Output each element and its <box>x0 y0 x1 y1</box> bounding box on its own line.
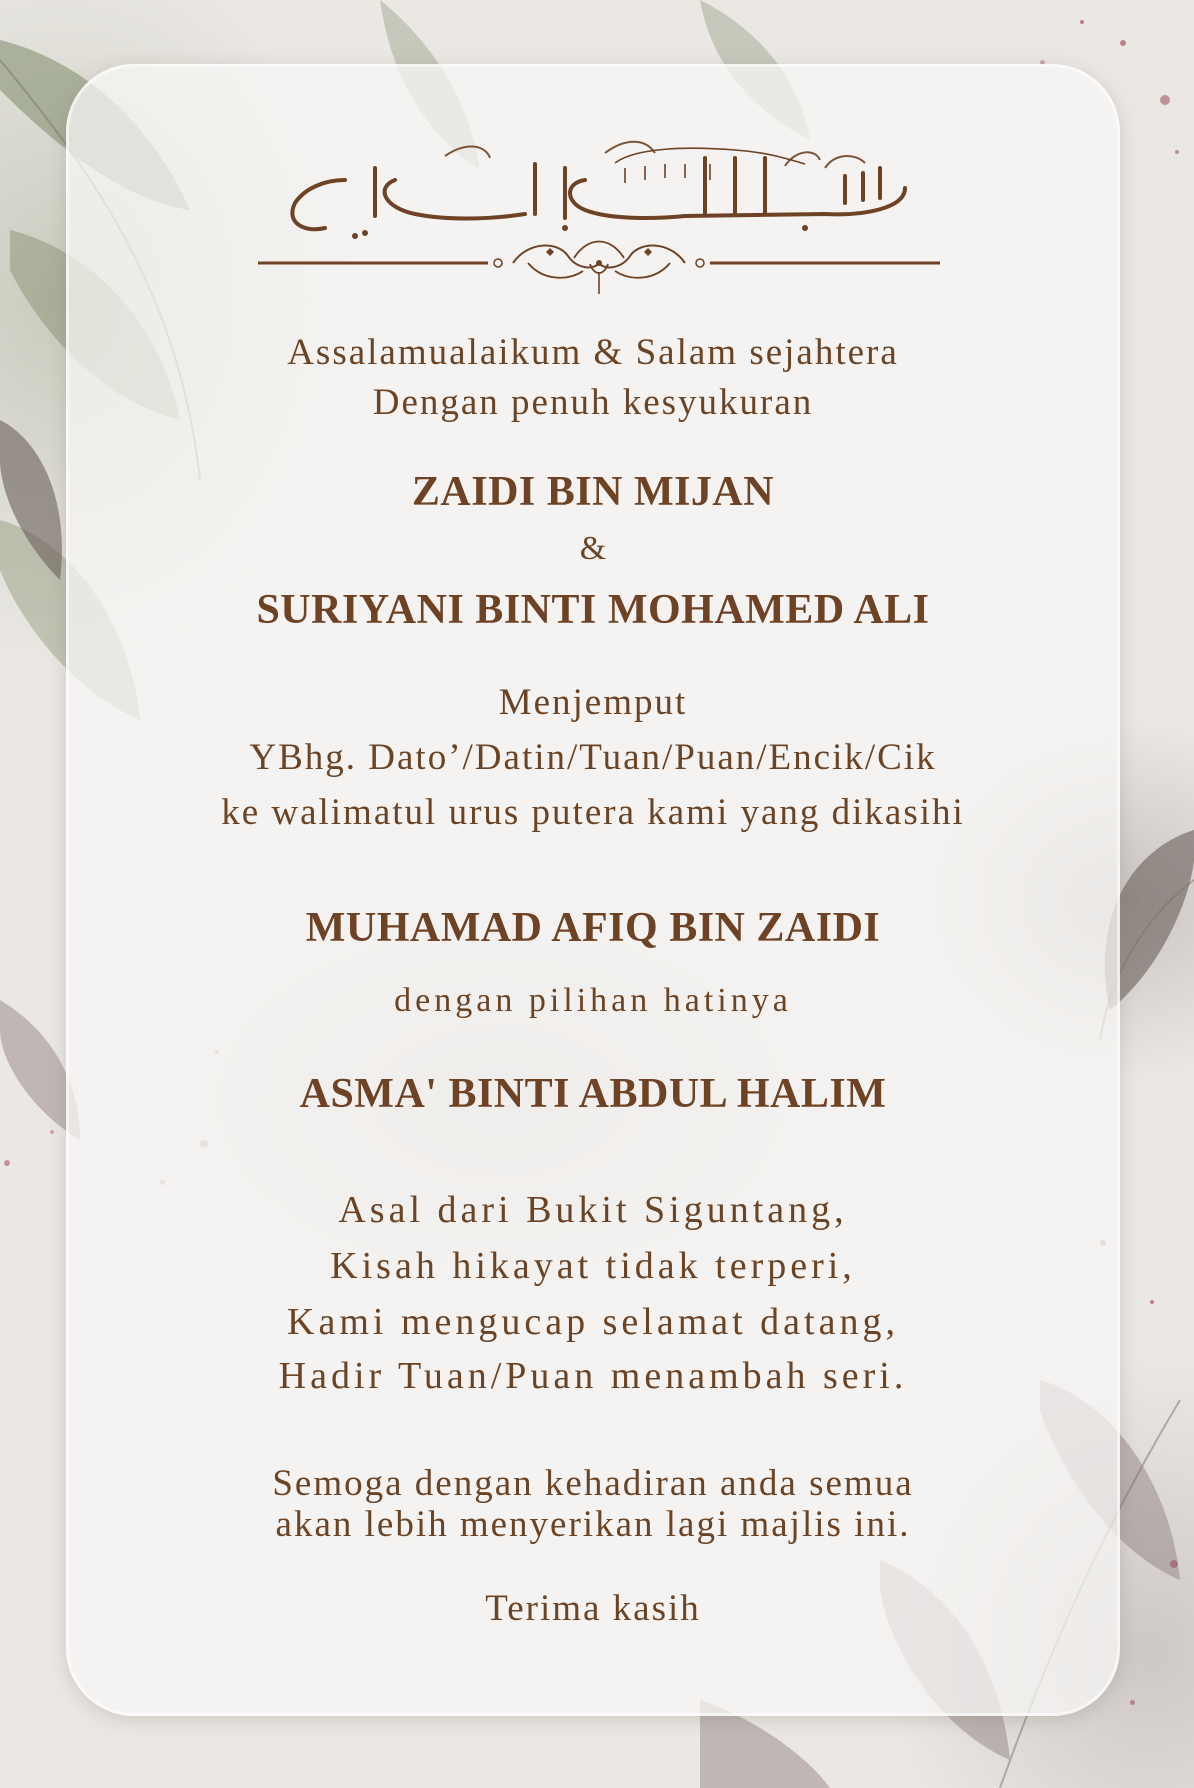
greeting-line-1: Assalamualaikum & Salam sejahtera <box>287 332 899 373</box>
invitation-line-3: ke walimatul urus putera kami yang dikasihi <box>221 792 965 833</box>
couple-connector: dengan pilihan hatinya <box>394 982 792 1019</box>
groom-name: MUHAMAD AFIQ BIN ZAIDI <box>305 905 881 951</box>
closing-thanks: Terima kasih <box>485 1588 701 1629</box>
host-mother-name: SURIYANI BINTI MOHAMED ALI <box>256 587 930 633</box>
invitation-text <box>66 0 1120 1788</box>
invitation-line-1: Menjemput <box>498 682 688 723</box>
pantun-line-2: Kisah hikayat tidak terperi, <box>330 1245 856 1287</box>
hosts-ampersand: & <box>579 530 607 567</box>
invitation-line-2: YBhg. Dato’/Datin/Tuan/Puan/Encik/Cik <box>249 737 937 778</box>
pantun-line-1: Asal dari Bukit Siguntang, <box>338 1189 848 1231</box>
pantun-line-4: Hadir Tuan/Puan menambah seri. <box>278 1355 908 1397</box>
closing-line-1: Semoga dengan kehadiran anda semua <box>272 1463 914 1504</box>
host-father-name: ZAIDI BIN MIJAN <box>411 469 775 515</box>
greeting-line-2: Dengan penuh kesyukuran <box>372 382 814 423</box>
pantun-line-3: Kami mengucap selamat datang, <box>287 1301 899 1343</box>
closing-line-2: akan lebih menyerikan lagi majlis ini. <box>275 1504 911 1545</box>
bride-name: ASMA' BINTI ABDUL HALIM <box>299 1071 887 1117</box>
